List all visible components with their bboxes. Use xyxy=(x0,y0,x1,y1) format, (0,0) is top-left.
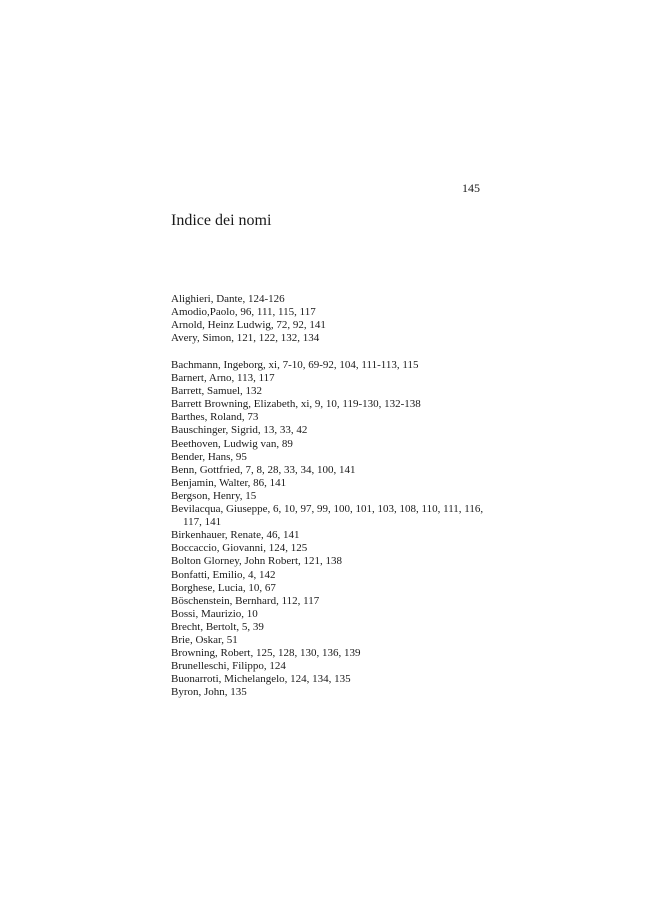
index-entry: Boccaccio, Giovanni, 124, 125 xyxy=(171,542,308,555)
index-entry-continuation: 117, 141 xyxy=(183,516,222,529)
index-entry: Bauschinger, Sigrid, 13, 33, 42 xyxy=(171,424,308,437)
index-entry: Browning, Robert, 125, 128, 130, 136, 139 xyxy=(171,647,361,660)
index-entry: Barrett Browning, Elizabeth, xi, 9, 10, 119-130, 132-138 xyxy=(171,398,421,411)
index-entry xyxy=(171,503,483,529)
index-entry: Bonfatti, Emilio, 4, 142 xyxy=(171,568,276,581)
index-entry: Benn, Gottfried, 7, 8, 28, 33, 34, 100, 141 xyxy=(171,463,356,476)
index-group-a xyxy=(171,293,483,345)
index-entry: Barnert, Arno, 113, 117 xyxy=(171,372,275,385)
index-entry: Beethoven, Ludwig van, 89 xyxy=(171,437,293,450)
index-entry: Brunelleschi, Filippo, 124 xyxy=(171,660,286,673)
index-entry: Benjamin, Walter, 86, 141 xyxy=(171,476,287,489)
index-entry: Alighieri, Dante, 124-126 xyxy=(171,293,285,305)
index-entry: Bender, Hans, 95 xyxy=(171,450,247,463)
index-entry: Bachmann, Ingeborg, xi, 7-10, 69-92, 104, 111-113, 115 xyxy=(171,359,419,371)
index-entry: Amodio,Paolo, 96, 111, 115, 117 xyxy=(171,306,316,319)
index-entry: Byron, John, 135 xyxy=(171,686,247,699)
index-entry: Bolton Glorney, John Robert, 121, 138 xyxy=(171,555,342,568)
index-entry: Arnold, Heinz Ludwig, 72, 92, 141 xyxy=(171,319,326,332)
index-entry: Böschenstein, Bernhard, 112, 117 xyxy=(171,594,320,607)
index-entry: Birkenhauer, Renate, 46, 141 xyxy=(171,529,300,542)
index-entry: Brie, Oskar, 51 xyxy=(171,633,238,646)
index-entry: Barrett, Samuel, 132 xyxy=(171,385,263,398)
page-title: Indice dei nomi xyxy=(171,212,272,229)
index-entry: Avery, Simon, 121, 122, 132, 134 xyxy=(171,332,320,345)
index-entry: Bergson, Henry, 15 xyxy=(171,489,257,502)
index-entry: Borghese, Lucia, 10, 67 xyxy=(171,581,276,594)
index-entry: Bossi, Maurizio, 10 xyxy=(171,607,258,620)
index-entry: Brecht, Bertolt, 5, 39 xyxy=(171,620,264,633)
page-number: 145 xyxy=(462,181,480,195)
index-entry-text: Bevilacqua, Giuseppe, 6, 10, 97, 99, 100, 101, 103, 108, 110, 111, 116, xyxy=(171,503,484,516)
index-entry: Barthes, Roland, 73 xyxy=(171,411,259,424)
index-group-b xyxy=(171,359,483,699)
index-entry: Buonarroti, Michelangelo, 124, 134, 135 xyxy=(171,673,351,686)
